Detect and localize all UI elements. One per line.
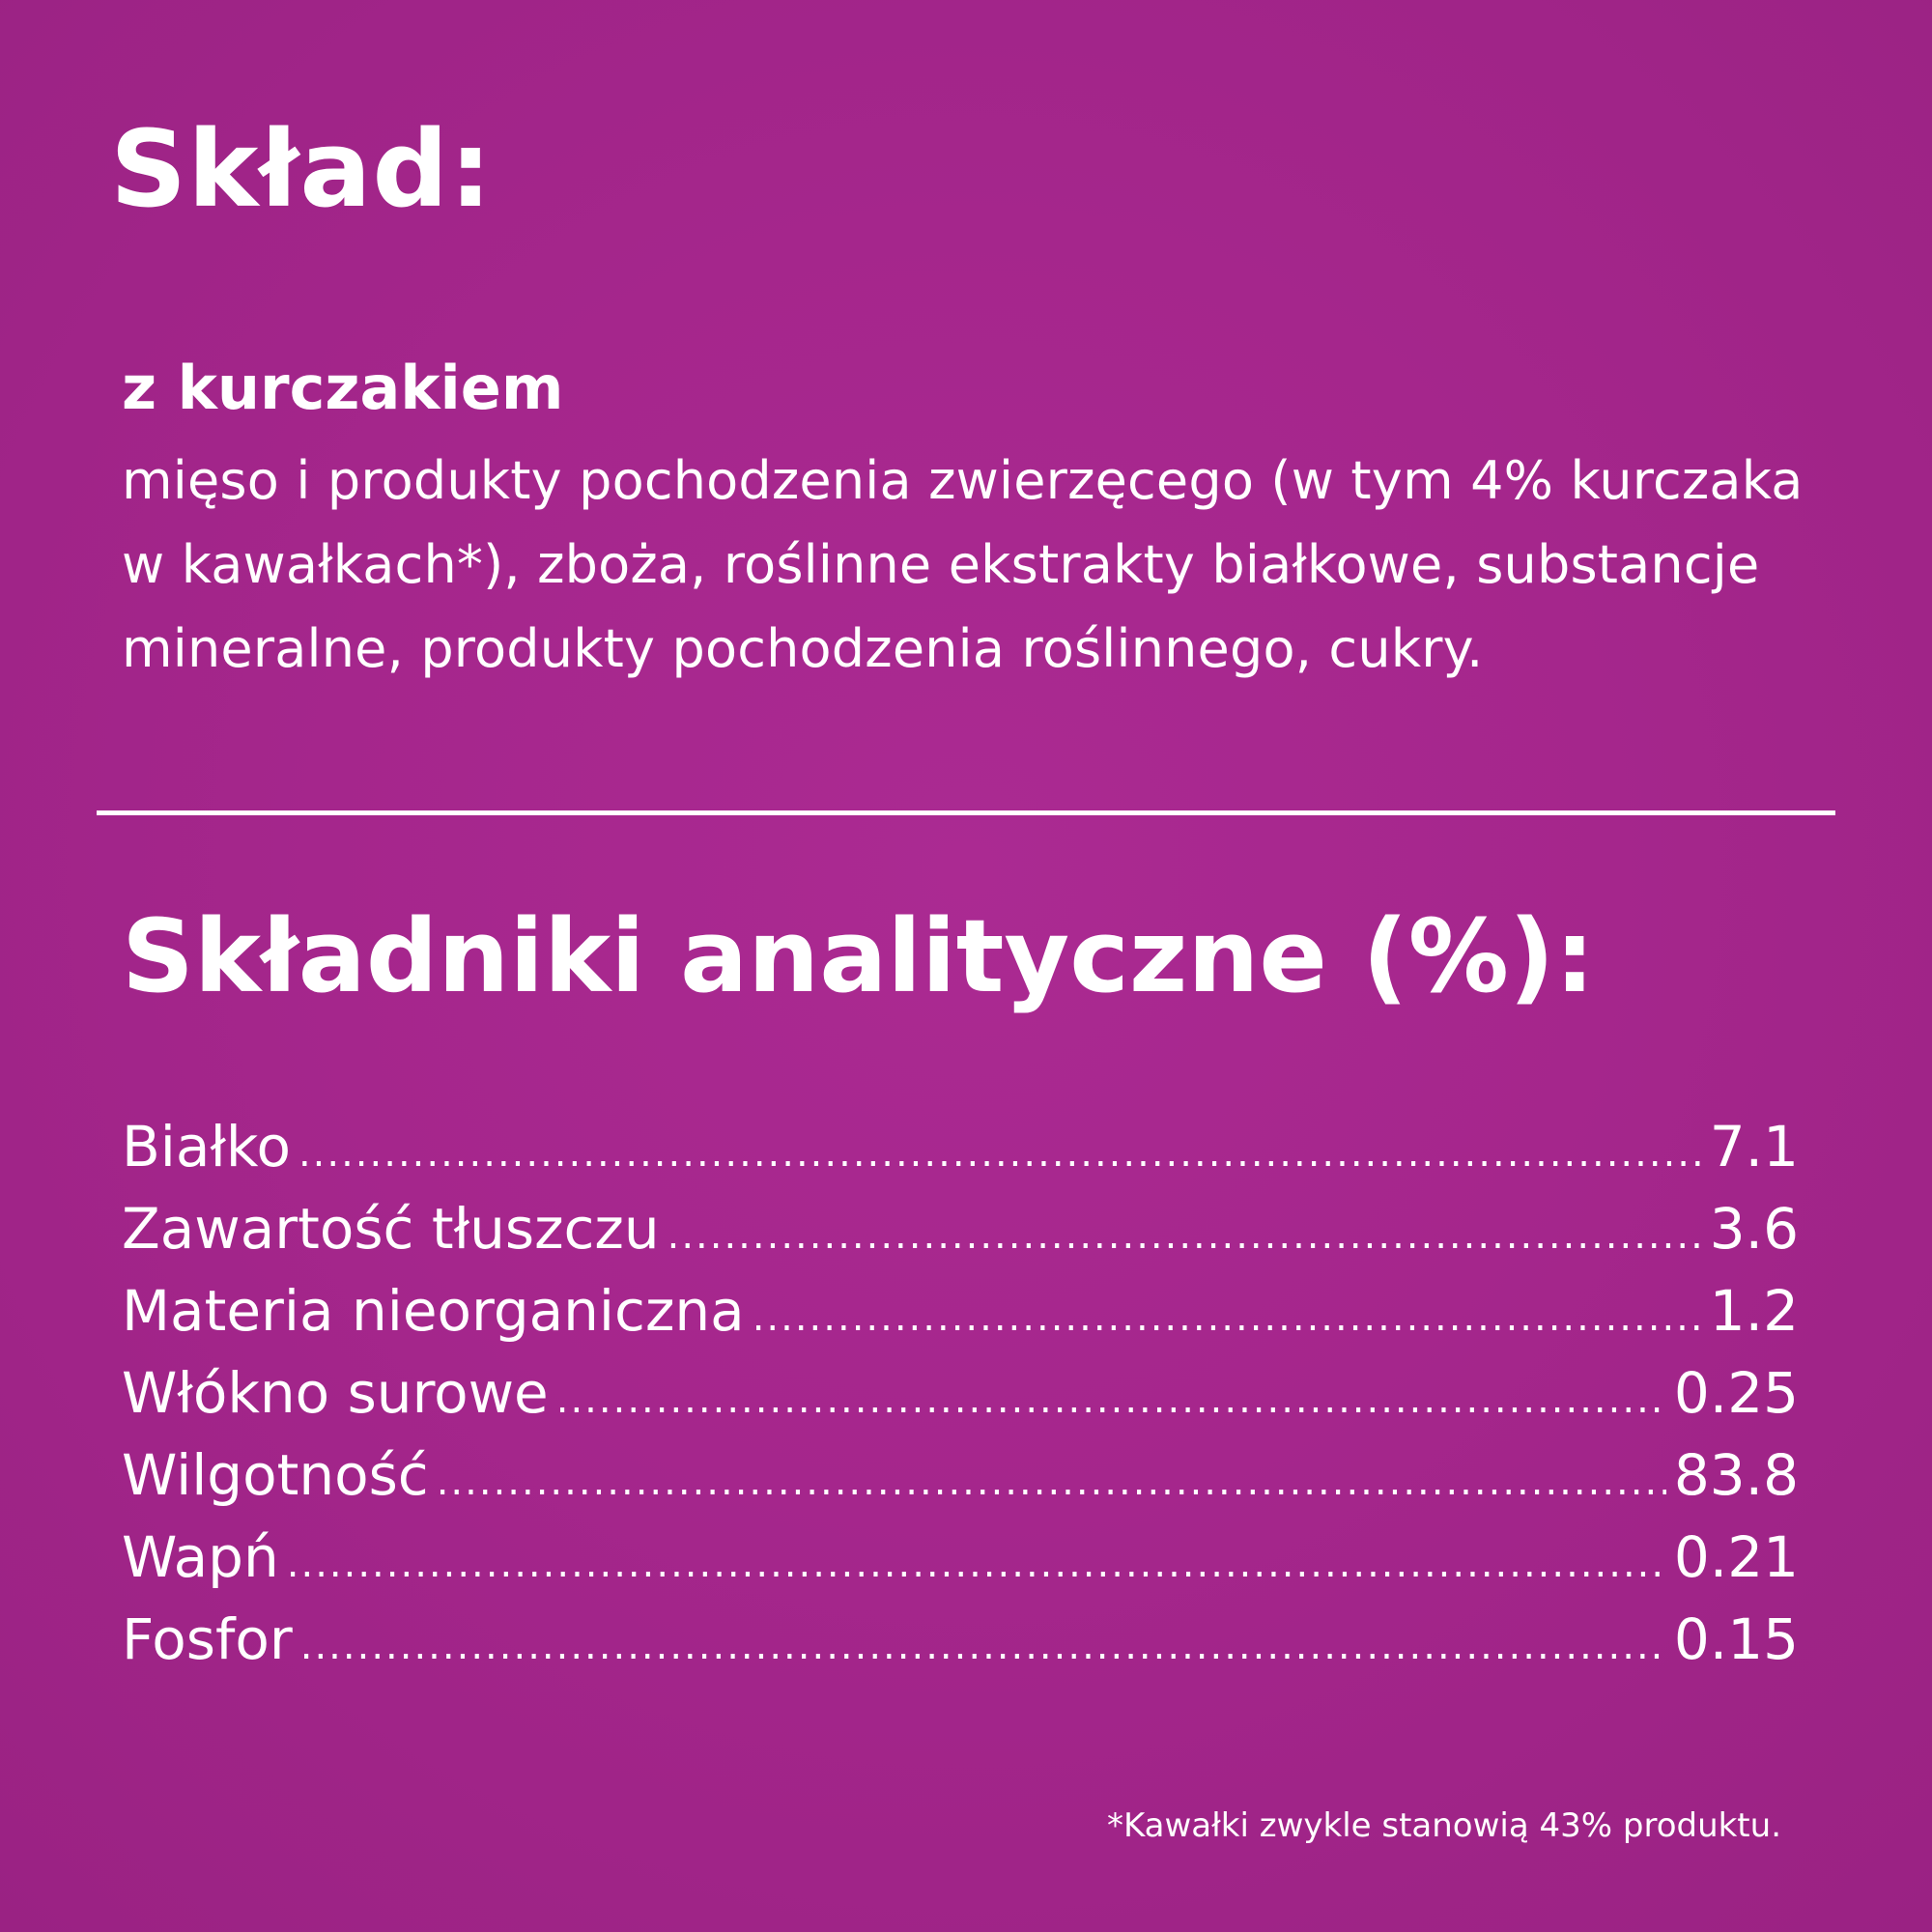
dot-leader [300,1605,1666,1688]
variant-title: z kurczakiem [122,353,564,423]
analysis-row-protein [122,1106,1799,1188]
analysis-label: Wapń [122,1524,279,1590]
analysis-label: Białko [122,1114,291,1179]
analysis-value: 0.21 [1673,1524,1799,1590]
analysis-label: Wilgotność [122,1442,429,1508]
dot-leader [556,1359,1666,1441]
analysis-label: Fosfor [122,1606,293,1672]
analysis-row-fat [122,1188,1799,1270]
composition-heading: Skład: [110,107,494,231]
dot-leader [668,1195,1702,1277]
footnote: *Kawałki zwykle stanowią 43% produktu. [1106,1806,1781,1845]
dot-leader [287,1523,1666,1605]
analysis-row-calcium [122,1517,1799,1599]
analysis-label: Zawartość tłuszczu [122,1196,660,1262]
section-divider [97,810,1835,815]
dot-leader [437,1441,1666,1523]
analysis-value: 7.1 [1709,1114,1799,1179]
ingredients-text: mięso i produkty pochodzenia zwierzęcego (w tym 4% kurczaka w kawałkach*), zboża, roślinne ekstrakty białkowe, substancje mineralne, produkty pochodzenia roślinnego, cukry. [122,450,1804,679]
analysis-list [122,1106,1799,1681]
analysis-row-crude-fibre [122,1352,1799,1435]
analysis-value: 3.6 [1709,1196,1799,1262]
analysis-value: 83.8 [1673,1442,1799,1508]
dot-leader [753,1277,1702,1359]
analysis-row-inorganic-matter [122,1270,1799,1352]
analysis-value: 0.15 [1673,1606,1799,1672]
analysis-label: Włókno surowe [122,1360,549,1426]
analysis-row-phosphorus [122,1599,1799,1681]
analysis-value: 0.25 [1673,1360,1799,1426]
analysis-value: 1.2 [1709,1278,1799,1344]
dot-leader [298,1113,1702,1195]
analysis-label: Materia nieorganiczna [122,1278,745,1344]
analysis-heading: Składniki analityczne (%): [122,897,1596,1015]
analysis-row-moisture [122,1435,1799,1517]
